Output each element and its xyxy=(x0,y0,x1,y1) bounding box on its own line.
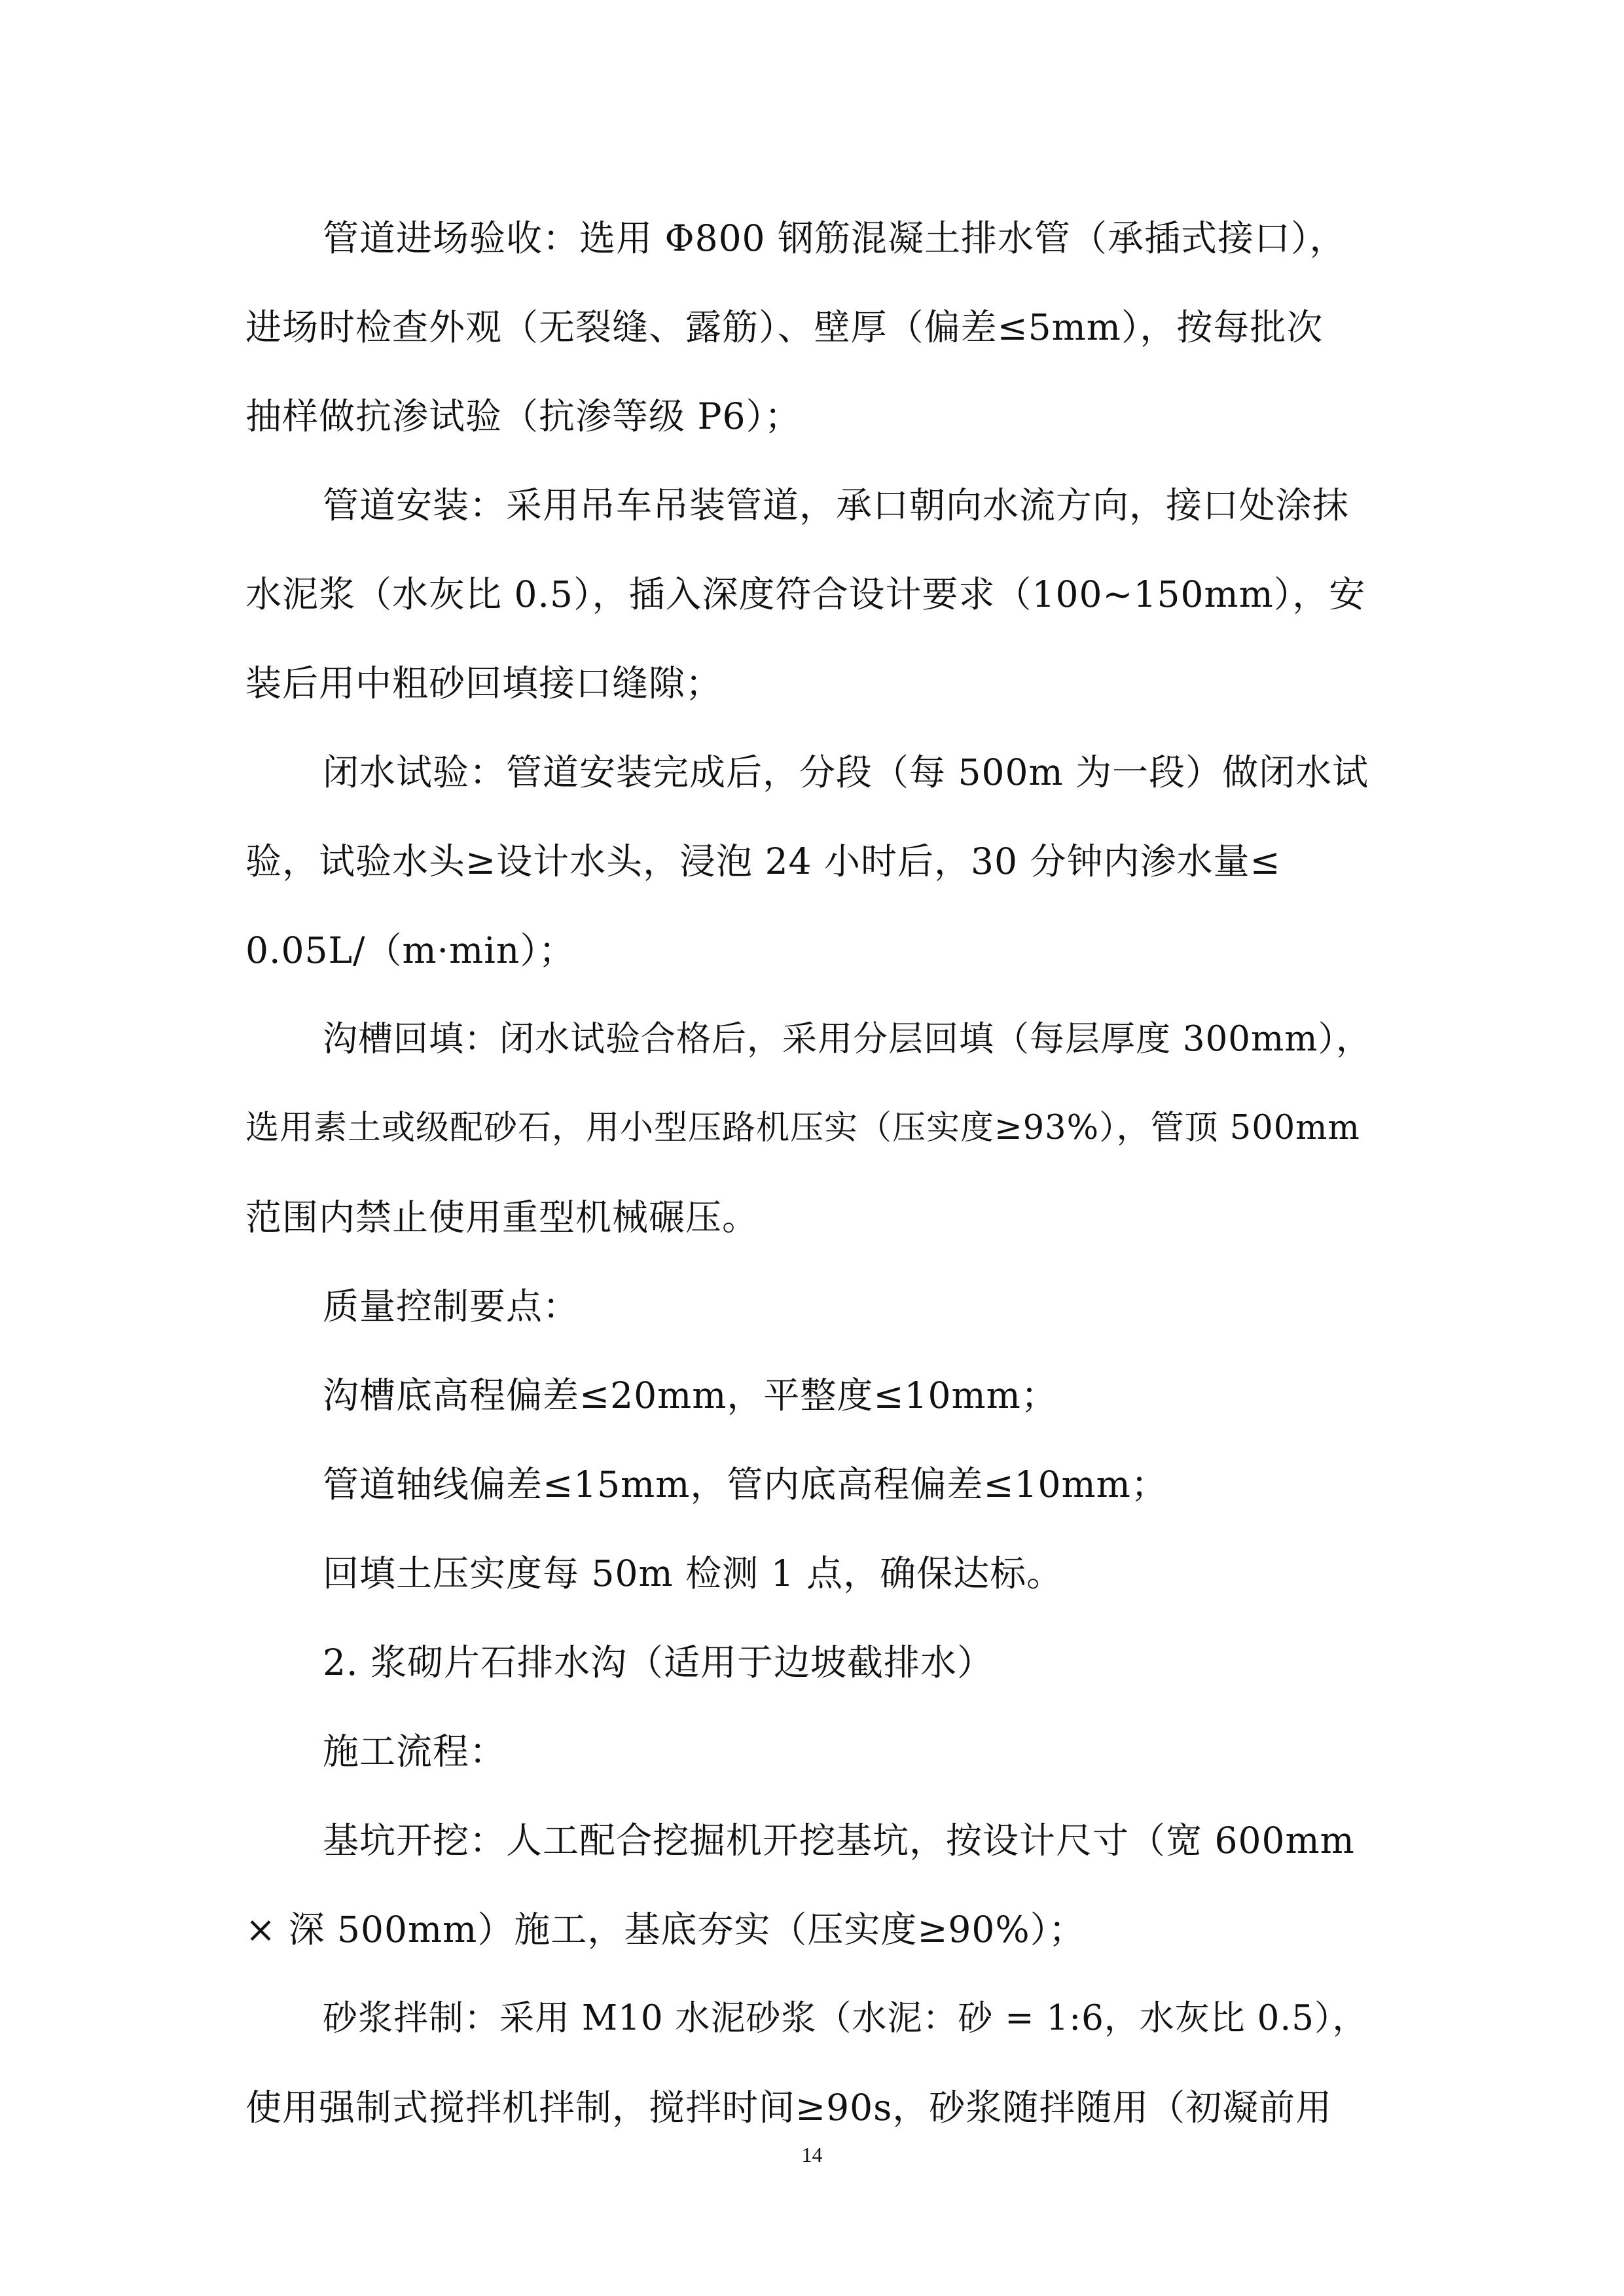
section-heading: 施工流程： xyxy=(323,1731,507,1772)
text-line: 范围内禁止使用重型机械碾压。 xyxy=(245,1196,759,1238)
section-heading: 质量控制要点： xyxy=(323,1285,580,1327)
text-line: 管道进场验收：选用 Φ800 钢筋混凝土排水管（承插式接口）， xyxy=(323,217,1346,259)
text-line: 0.05L/（m·min）； xyxy=(245,929,575,971)
text-line: 验，试验水头≥设计水头，浸泡 24 小时后，30 分钟内渗水量≤ xyxy=(245,840,1281,882)
page-number: 14 xyxy=(801,2143,823,2166)
text-line: 闭水试验：管道安装完成后，分段（每 500m 为一段）做闭水试 xyxy=(323,751,1369,793)
text-line: 水泥浆（水灰比 0.5），插入深度符合设计要求（100~150mm），安 xyxy=(245,573,1366,615)
text-line: 沟槽回填：闭水试验合格后，采用分层回填（每层厚度 300mm）， xyxy=(323,1019,1372,1059)
text-line: 进场时检查外观（无裂缝、露筋）、壁厚（偏差≤5mm），按每批次 xyxy=(245,306,1324,348)
text-line: 回填土压实度每 50m 检测 1 点，确保达标。 xyxy=(323,1552,1064,1594)
text-line: × 深 500mm）施工，基底夯实（压实度≥90%）； xyxy=(245,1909,1086,1950)
text-line: 沟槽底高程偏差≤20mm，平整度≤10mm； xyxy=(323,1374,1058,1416)
text-line: 抽样做抗渗试验（抗渗等级 P6）； xyxy=(245,395,801,437)
section-heading: 2. 浆砌片石排水沟（适用于边坡截排水） xyxy=(323,1641,994,1683)
text-line: 选用素土或级配砂石，用小型压路机压实（压实度≥93%），管顶 500mm xyxy=(245,1109,1360,1147)
text-line: 装后用中粗砂回填接口缝隙； xyxy=(245,662,723,704)
text-line: 砂浆拌制：采用 M10 水泥砂浆（水泥：砂 = 1:6，水灰比 0.5）， xyxy=(323,1998,1368,2038)
text-line: 管道轴线偏差≤15mm，管内底高程偏差≤10mm； xyxy=(323,1463,1168,1505)
text-line: 基坑开挖：人工配合挖掘机开挖基坑，按设计尺寸（宽 600mm xyxy=(323,1820,1355,1861)
text-line: 管道安装：采用吊车吊装管道，承口朝向水流方向，接口处涂抹 xyxy=(323,484,1350,526)
text-line: 使用强制式搅拌机拌制，搅拌时间≥90s，砂浆随拌随用（初凝前用 xyxy=(245,2087,1333,2128)
